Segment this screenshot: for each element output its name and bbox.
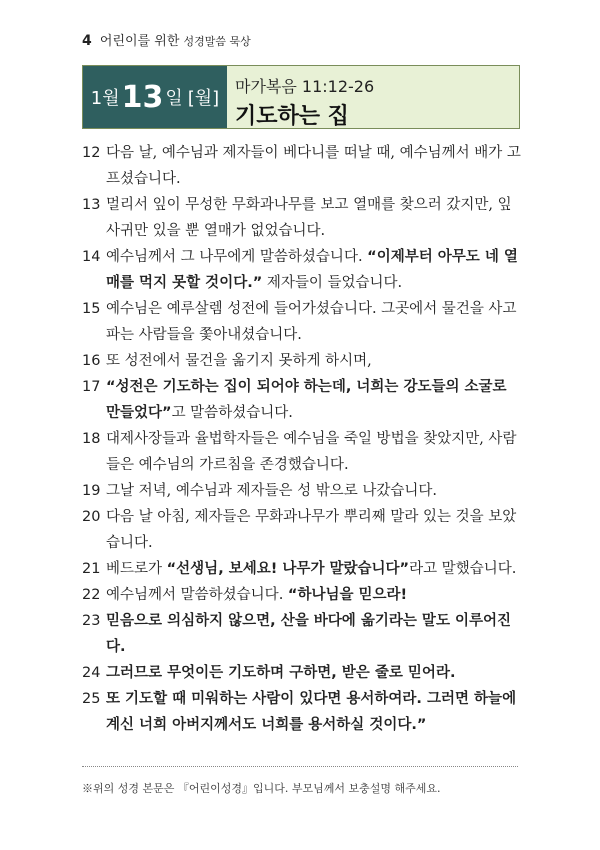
- verse-number: 12: [82, 145, 101, 161]
- verse-text: [106, 478, 522, 504]
- verse-text: [106, 140, 522, 192]
- verse-number: 17: [82, 379, 101, 395]
- verse-text: [106, 374, 522, 426]
- verse-segment: 고 말씀하셨습니다.: [171, 405, 293, 421]
- verse-quote: 그러므로 무엇이든 기도하며 구하면, 받은 줄로 믿어라.: [106, 665, 456, 681]
- verse-text: [106, 556, 522, 582]
- verse-number: 15: [82, 301, 101, 317]
- verse-list: [82, 140, 522, 738]
- footnote-divider: [82, 766, 518, 767]
- verse-number: 24: [82, 665, 101, 681]
- devotion-title: 기도하는 집: [235, 104, 349, 129]
- page-number: 4: [82, 33, 92, 49]
- title-box: [227, 66, 519, 128]
- verse-quote: 또 기도할 때 미워하는 사람이 있다면 용서하여라. 그러면 하늘에 계신 너희 아버지께서도 너희를 용서하실 것이다.”: [106, 691, 517, 733]
- verse-segment: 예수님께서 그 나무에게 말씀하셨습니다.: [106, 249, 368, 265]
- verse-number: 19: [82, 483, 101, 499]
- verse-number: 20: [82, 509, 101, 525]
- verse-16: [82, 348, 522, 374]
- verse-segment: 멀리서 잎이 무성한 무화과나무를 보고 열매를 찾으러 갔지만, 잎사귀만 있을 뿐 열매가 없었습니다.: [106, 197, 512, 239]
- footnote: ※위의 성경 본문은 『어린이성경』입니다. 부모님께서 보충설명 해주세요.: [82, 782, 441, 795]
- verse-text: [106, 660, 522, 686]
- verse-21: [82, 556, 522, 582]
- book-subtitle: 성경말씀 묵상: [183, 35, 251, 48]
- verse-24: [82, 660, 522, 686]
- verse-25: [82, 686, 522, 738]
- date-day-suffix: 일: [165, 88, 183, 109]
- devotion-banner: [82, 65, 520, 129]
- verse-14: [82, 244, 522, 296]
- verse-number: 13: [82, 197, 101, 213]
- verse-15: [82, 296, 522, 348]
- verse-number: 18: [82, 431, 101, 447]
- verse-number: 25: [82, 691, 101, 707]
- verse-segment: 다음 날, 예수님과 제자들이 베다니를 떠날 때, 예수님께서 배가 고프셨습니다.: [106, 145, 521, 187]
- verse-12: [82, 140, 522, 192]
- verse-number: 16: [82, 353, 101, 369]
- date-day: 13: [121, 79, 164, 115]
- verse-segment: 제자들이 들었습니다.: [262, 275, 403, 291]
- verse-segment: 예수님은 예루살렘 성전에 들어가셨습니다. 그곳에서 물건을 사고파는 사람들을 쫓아내셨습니다.: [106, 301, 517, 343]
- book-title: 어린이를 위한: [99, 34, 180, 49]
- verse-17: [82, 374, 522, 426]
- verse-text: [106, 608, 522, 660]
- verse-quote: “하나님을 믿으라!: [287, 587, 408, 603]
- verse-quote: “선생님, 보세요! 나무가 말랐습니다”: [166, 561, 410, 577]
- verse-number: 23: [82, 613, 101, 629]
- verse-22: [82, 582, 522, 608]
- verse-number: 22: [82, 587, 101, 603]
- verse-text: [106, 582, 522, 608]
- verse-segment: 다음 날 아침, 제자들은 무화과나무가 뿌리째 말라 있는 것을 보았습니다.: [106, 509, 517, 551]
- verse-segment: 또 성전에서 물건을 옮기지 못하게 하시며,: [106, 353, 372, 369]
- date-weekday: [월]: [187, 88, 220, 109]
- verse-quote: 믿음으로 의심하지 않으면, 산을 바다에 옮기라는 말도 이루어진다.: [106, 613, 512, 655]
- verse-segment: 베드로가: [106, 561, 167, 577]
- verse-text: [106, 348, 522, 374]
- verse-number: 14: [82, 249, 101, 265]
- verse-text: [106, 296, 522, 348]
- verse-number: 21: [82, 561, 101, 577]
- verse-segment: 라고 말했습니다.: [409, 561, 517, 577]
- verse-18: [82, 426, 522, 478]
- page-header: [82, 30, 251, 49]
- verse-segment: 대제사장들과 율법학자들은 예수님을 죽일 방법을 찾았지만, 사람들은 예수님의 가르침을 존경했습니다.: [106, 431, 517, 473]
- verse-text: [106, 504, 522, 556]
- verse-text: [106, 686, 522, 738]
- verse-23: [82, 608, 522, 660]
- verse-text: [106, 244, 522, 296]
- date-box: [83, 66, 227, 128]
- verse-segment: 그날 저녁, 예수님과 제자들은 성 밖으로 나갔습니다.: [106, 483, 438, 499]
- verse-text: [106, 192, 522, 244]
- verse-text: [106, 426, 522, 478]
- verse-19: [82, 478, 522, 504]
- date-month: 1월: [90, 88, 120, 109]
- scripture-reference: 마가복음 11:12-26: [235, 77, 375, 96]
- verse-quote: “이제부터 아무도 네 열매를 먹지 못할 것이다.”: [106, 249, 518, 291]
- verse-13: [82, 192, 522, 244]
- verse-20: [82, 504, 522, 556]
- verse-segment: 예수님께서 말씀하셨습니다.: [106, 587, 288, 603]
- verse-quote: “성전은 기도하는 집이 되어야 하는데, 너희는 강도들의 소굴로 만들었다”: [106, 379, 507, 421]
